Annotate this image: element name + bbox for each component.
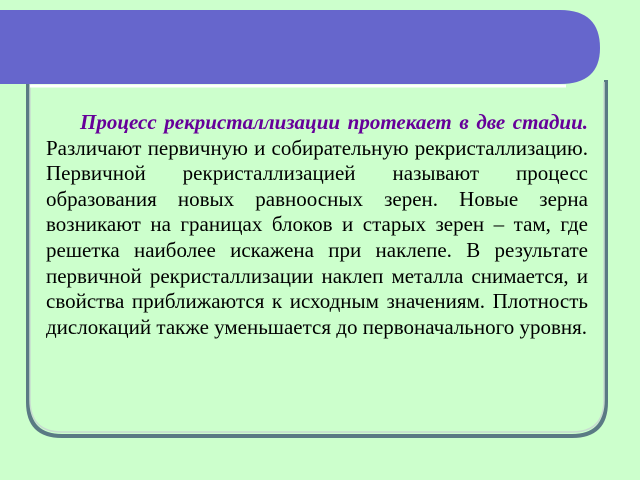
body-text: Различают первичную и собирательную рекристаллизацию. Первичной рекристаллизацией называют процесс образования новых равноосных зерен. Новые зерна возникают на границах блоков и старых зерен – там, где решетка наиболее искажена при наклепе. В результате первичной рекристаллизации наклеп металла снимается, и свойства приближаются к исходным значениям. Плотность дислокаций также уменьшается до первоначального уровня. bbox=[46, 135, 588, 339]
header-bar bbox=[0, 10, 600, 84]
slide-paragraph bbox=[46, 110, 588, 340]
lead-sentence: Процесс рекристаллизации протекает в две стадии. bbox=[80, 110, 588, 134]
